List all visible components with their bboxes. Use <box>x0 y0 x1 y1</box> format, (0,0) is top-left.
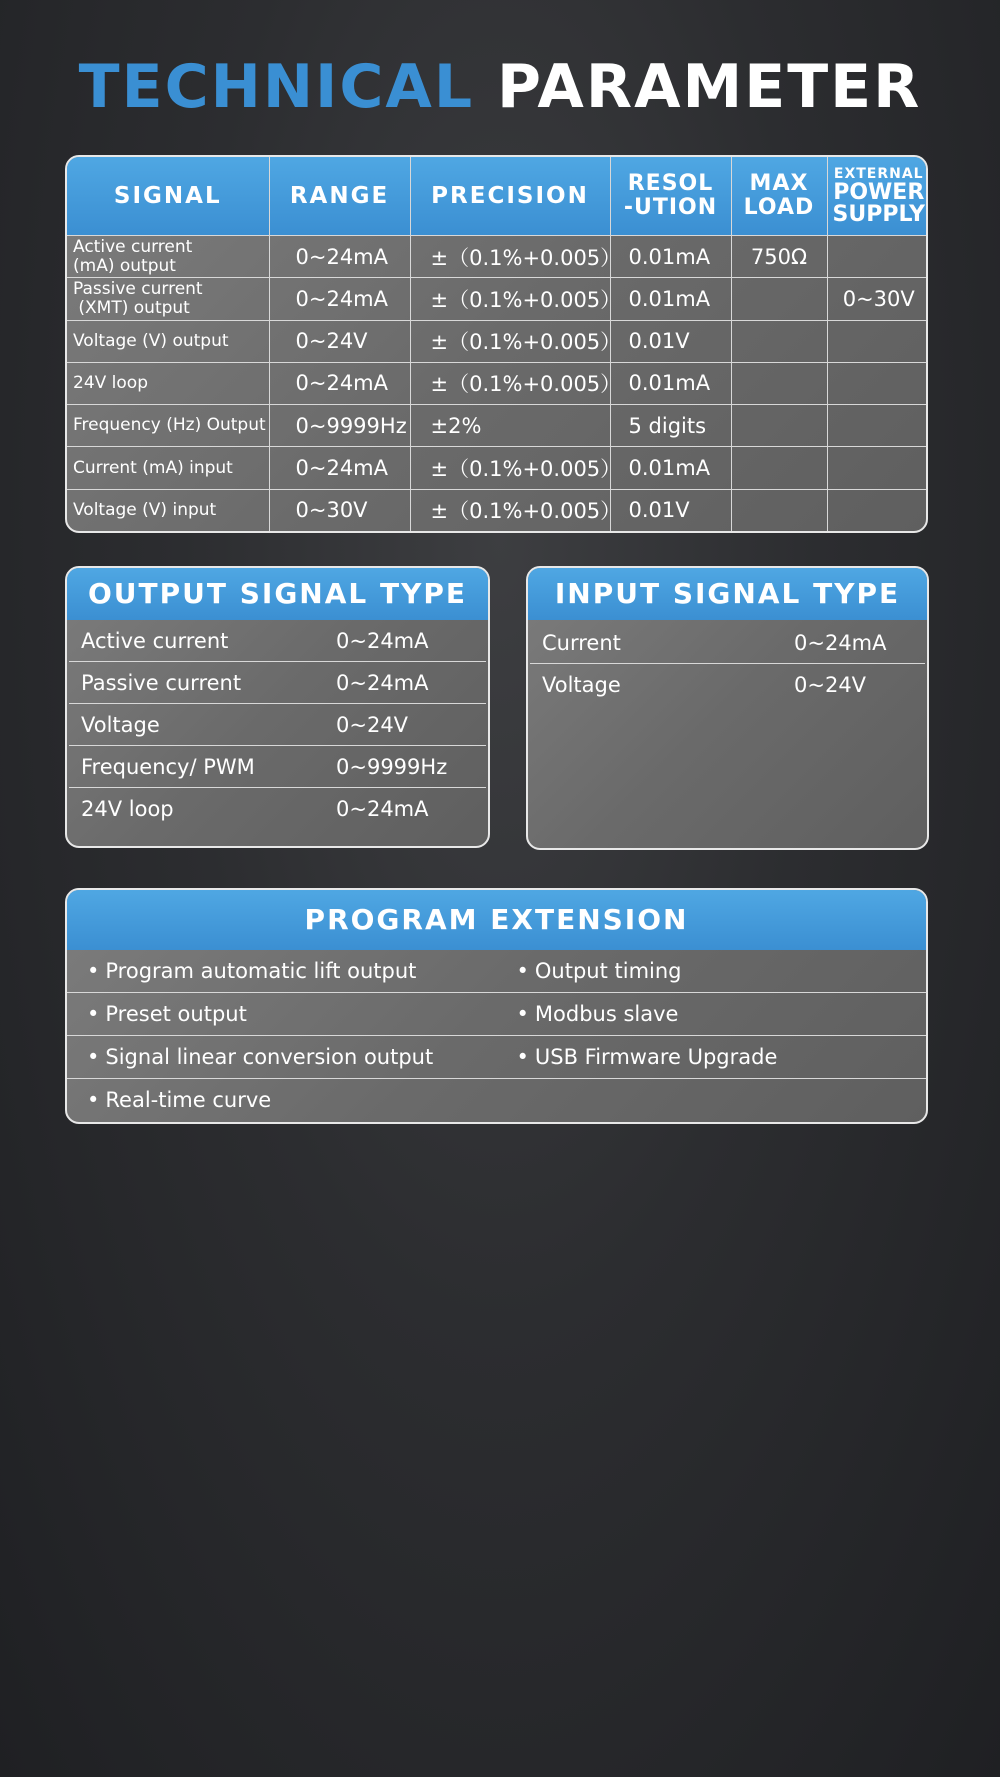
list-item <box>69 661 486 703</box>
feature-label: Modbus slave <box>534 1002 679 1026</box>
max-load-cell: 750Ω <box>731 236 827 278</box>
precision-cell: ±2% <box>410 405 610 447</box>
feature-item <box>67 959 497 983</box>
list-item <box>530 663 925 705</box>
input-signal-value: 0~24V <box>794 672 867 697</box>
feature-label: Output timing <box>534 959 682 983</box>
title-part-2: PARAMETER <box>496 52 922 122</box>
bullet-icon: • <box>516 959 529 983</box>
table-row <box>67 236 928 278</box>
header-resolution <box>610 157 731 236</box>
list-item <box>67 950 926 992</box>
precision-cell: ±（0.1%+0.005） <box>410 489 610 531</box>
table-row <box>67 405 928 447</box>
header-ext-line-3: SUPPLY <box>832 202 925 227</box>
precision-cell: ±（0.1%+0.005） <box>410 278 610 320</box>
feature-label: Program automatic lift output <box>105 959 417 983</box>
output-signal-label: 24V loop <box>81 796 174 821</box>
max-load-cell <box>731 362 827 404</box>
resolution-cell: 0.01mA <box>610 236 731 278</box>
range-cell: 0~24mA <box>269 236 410 278</box>
input-signal-title: INPUT SIGNAL TYPE <box>528 568 927 620</box>
signal-cell <box>67 278 269 320</box>
signal-cell: Voltage (V) input <box>67 489 269 531</box>
header-max-load-line-2: LOAD <box>743 195 815 220</box>
list-item <box>69 620 486 661</box>
max-load-cell <box>731 489 827 531</box>
feature-item <box>497 1002 927 1026</box>
table-header-row <box>67 157 928 236</box>
header-ext-line-1: EXTERNAL <box>833 166 924 182</box>
header-max-load <box>731 157 827 236</box>
signal-line-2: (XMT) output <box>73 297 190 318</box>
input-signal-value: 0~24mA <box>794 630 887 655</box>
range-cell: 0~24V <box>269 320 410 362</box>
list-item <box>67 1078 926 1121</box>
output-signal-value: 0~24mA <box>336 628 429 653</box>
max-load-cell <box>731 405 827 447</box>
list-item <box>530 622 925 663</box>
precision-cell: ±（0.1%+0.005） <box>410 320 610 362</box>
list-item <box>69 787 486 829</box>
signal-cell: Current (mA) input <box>67 447 269 489</box>
table-row <box>67 278 928 320</box>
header-range: RANGE <box>269 157 410 236</box>
table-row <box>67 447 928 489</box>
output-signal-value: 0~24mA <box>336 670 429 695</box>
header-resolution-line-2: -UTION <box>623 195 718 220</box>
input-signal-label: Current <box>542 630 621 655</box>
signal-cell: Frequency (Hz) Output <box>67 405 269 447</box>
header-resolution-line-1: RESOL <box>627 171 714 196</box>
output-signal-title: OUTPUT SIGNAL TYPE <box>67 568 488 620</box>
output-signal-value: 0~24V <box>336 712 409 737</box>
output-signal-label: Frequency/ PWM <box>81 754 255 779</box>
list-item <box>69 703 486 745</box>
range-cell: 0~24mA <box>269 447 410 489</box>
table-row <box>67 362 928 404</box>
max-load-cell <box>731 320 827 362</box>
max-load-cell <box>731 447 827 489</box>
bullet-icon: • <box>516 1045 529 1069</box>
range-cell: 0~30V <box>269 489 410 531</box>
signal-cell: Voltage (V) output <box>67 320 269 362</box>
ext-power-cell <box>827 405 928 447</box>
program-extension-list <box>67 950 926 1121</box>
output-signal-value: 0~9999Hz <box>336 754 448 779</box>
feature-item <box>67 1002 497 1026</box>
header-external-power-supply <box>827 157 928 236</box>
table-row <box>67 320 928 362</box>
input-signal-list <box>528 622 927 705</box>
ext-power-cell <box>827 489 928 531</box>
list-item <box>67 1035 926 1078</box>
resolution-cell: 5 digits <box>610 405 731 447</box>
bullet-icon: • <box>87 1002 100 1026</box>
output-signal-value: 0~24mA <box>336 796 429 821</box>
table-row <box>67 489 928 531</box>
output-signal-label: Voltage <box>81 712 160 737</box>
signal-cell <box>67 236 269 278</box>
range-cell: 0~24mA <box>269 278 410 320</box>
feature-item <box>67 1088 525 1112</box>
header-precision: PRECISION <box>410 157 610 236</box>
ext-power-cell <box>827 320 928 362</box>
list-item <box>69 745 486 787</box>
feature-item <box>497 959 927 983</box>
bullet-icon: • <box>87 1045 100 1069</box>
range-cell: 0~24mA <box>269 362 410 404</box>
resolution-cell: 0.01mA <box>610 278 731 320</box>
bullet-icon: • <box>516 1002 529 1026</box>
program-extension-title: PROGRAM EXTENSION <box>67 890 926 950</box>
resolution-cell: 0.01mA <box>610 362 731 404</box>
header-signal: SIGNAL <box>67 157 269 236</box>
precision-cell: ±（0.1%+0.005） <box>410 362 610 404</box>
resolution-cell: 0.01V <box>610 320 731 362</box>
title-part-1: TECHNICAL <box>78 52 475 122</box>
feature-item <box>497 1045 927 1069</box>
feature-label: Signal linear conversion output <box>105 1045 434 1069</box>
resolution-cell: 0.01mA <box>610 447 731 489</box>
feature-label: Preset output <box>105 1002 247 1026</box>
page-title <box>0 52 1000 122</box>
signal-cell: 24V loop <box>67 362 269 404</box>
output-signal-label: Active current <box>81 628 229 653</box>
output-signal-label: Passive current <box>81 670 242 695</box>
bullet-icon: • <box>87 959 100 983</box>
signal-line-2: (mA) output <box>73 255 176 276</box>
ext-power-cell <box>827 447 928 489</box>
max-load-cell <box>731 278 827 320</box>
ext-power-cell: 0~30V <box>827 278 928 320</box>
ext-power-cell <box>827 362 928 404</box>
signal-line-1: Passive current <box>73 278 203 299</box>
program-extension-panel <box>65 888 928 1124</box>
list-item <box>67 992 926 1035</box>
bullet-icon: • <box>87 1088 100 1112</box>
header-ext-line-2: POWER <box>833 180 925 205</box>
header-max-load-line-1: MAX <box>749 171 809 196</box>
feature-label: USB Firmware Upgrade <box>534 1045 778 1069</box>
parameter-table-panel <box>65 155 928 533</box>
input-signal-label: Voltage <box>542 672 621 697</box>
ext-power-cell <box>827 236 928 278</box>
signal-line-1: Active current <box>73 236 193 257</box>
feature-label: Real-time curve <box>105 1088 272 1112</box>
range-cell: 0~9999Hz <box>269 405 410 447</box>
resolution-cell: 0.01V <box>610 489 731 531</box>
precision-cell: ±（0.1%+0.005） <box>410 236 610 278</box>
output-signal-panel <box>65 566 490 848</box>
input-signal-panel <box>526 566 929 850</box>
parameter-table <box>67 157 928 531</box>
precision-cell: ±（0.1%+0.005） <box>410 447 610 489</box>
output-signal-list <box>67 620 488 829</box>
feature-item <box>67 1045 497 1069</box>
